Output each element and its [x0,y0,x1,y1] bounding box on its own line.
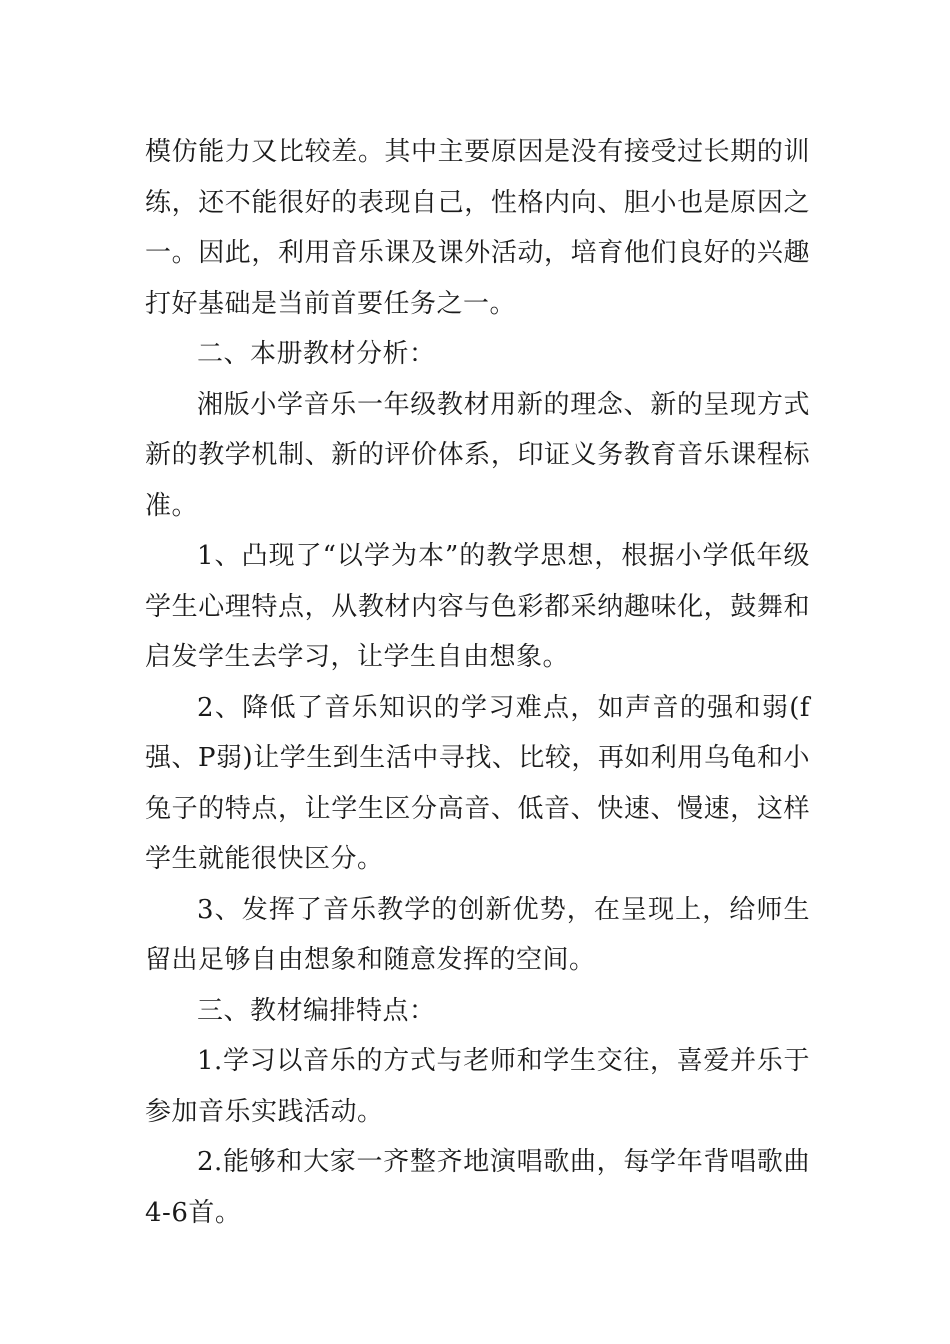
paragraph-textbook-overview: 湘版小学音乐一年级教材用新的理念、新的呈现方式新的教学机制、新的评价体系，印证义务教育音乐课程标准。 [145,389,810,521]
document-body [145,127,810,1238]
section-heading-arrangement-features: 三、教材编排特点： [197,995,436,1026]
paragraph-feature-1: 1.学习以音乐的方式与老师和学生交往，喜爱并乐于参加音乐实践活动。 [145,1046,810,1127]
section-heading-textbook-analysis: 二、本册教材分析： [197,339,436,369]
paragraph-intro-continuation: 模仿能力又比较差。其中主要原因是没有接受过长期的训练，还不能很好的表现自己，性格内向、胆小也是原因之一。因此，利用音乐课及课外活动，培育他们良好的兴趣打好基础是当前首要任务之一。 [145,137,810,319]
paragraph-point-1: 1、凸现了“以学为本”的教学思想，根据小学低年级学生心理特点，从教材内容与色彩都采纳趣味化，鼓舞和启发学生去学习，让学生自由想象。 [145,541,810,672]
paragraph-point-2: 2、降低了音乐知识的学习难点，如声音的强和弱(f强、P弱)让学生到生活中寻找、比较，再如利用乌龟和小兔子的特点，让学生区分高音、低音、快速、慢速，这样学生就能很快区分。 [145,692,810,874]
paragraph-feature-2: 2.能够和大家一齐整齐地演唱歌曲，每学年背唱歌曲4-6首。 [145,1147,810,1228]
paragraph-point-3: 3、发挥了音乐教学的创新优势，在呈现上，给师生留出足够自由想象和随意发挥的空间。 [145,894,810,975]
